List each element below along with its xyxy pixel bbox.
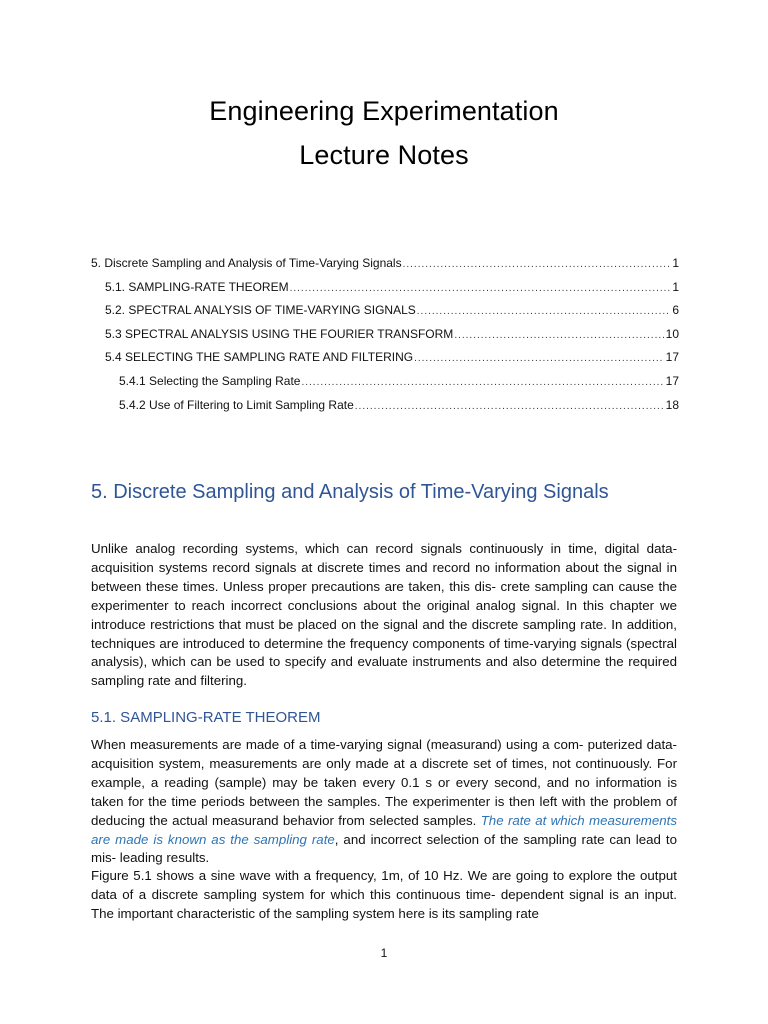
- toc-entry-page: 10: [665, 326, 679, 341]
- document-title: Engineering Experimentation: [209, 96, 559, 126]
- toc-entry[interactable]: [91, 397, 679, 421]
- toc-entry[interactable]: [91, 326, 679, 350]
- toc-leader-dots: [355, 399, 664, 415]
- subsection-heading: 5.1. SAMPLING-RATE THEOREM: [91, 709, 321, 726]
- toc-entry-page: 1: [672, 279, 679, 294]
- toc-leader-dots: [414, 351, 664, 367]
- body-paragraph-intro: Unlike analog recording systems, which can record signals continuously in time, digital data-acquisition systems record signals at discrete times and record no information about the signal in between these times. Unless proper precautions are taken, this dis- crete sampling can cause the experimenter to reach incorrect conclusions about the original analog signal. In this chapter we introduce restrictions that must be placed on the signal and the discrete sampling rate. In addition, techniques are introduced to determine the frequency components of time-varying signals (spectral analysis), which can be used to specify and evaluate instruments and also determine the required sampling rate and filtering.: [91, 541, 677, 689]
- toc-entry-page: 17: [665, 350, 679, 365]
- toc-leader-dots: [417, 304, 671, 320]
- body-paragraph-figure: Figure 5.1 shows a sine wave with a frequency, 1m, of 10 Hz. We are going to explore the output data of a discrete sampling system for which this continuous time- dependent signal is an input. The important characteristic of the sampling system here is its sampling rate: [91, 868, 677, 921]
- toc-entry-label: 5. Discrete Sampling and Analysis of Time-Varying Signals: [91, 256, 402, 270]
- toc-entry[interactable]: [91, 279, 679, 303]
- toc-entry[interactable]: [91, 373, 679, 397]
- document-subtitle: Lecture Notes: [299, 140, 469, 170]
- toc-entry[interactable]: [91, 255, 679, 279]
- toc-leader-dots: [454, 328, 663, 344]
- toc-entry-page: 1: [672, 256, 679, 270]
- page-number: 1: [380, 946, 388, 960]
- toc-entry-label: 5.4.2 Use of Filtering to Limit Sampling Rate: [119, 397, 354, 412]
- toc-entry-label: 5.4.1 Selecting the Sampling Rate: [119, 373, 301, 388]
- toc-entry-page: 18: [665, 397, 679, 412]
- toc-leader-dots: [301, 375, 663, 391]
- toc-entry-label: 5.3 SPECTRAL ANALYSIS USING THE FOURIER TRANSFORM: [105, 326, 454, 341]
- toc-entry[interactable]: [91, 302, 679, 326]
- paragraph-text: When measurements are made of a time-varying signal (measurand) using a com- puterized data-acquisition system, measurements are only made at a discrete set of times, not continuously. For example, a reading (sample) may be taken every 0.1 s or every second, and no information is taken for the time periods between the samples. The experimenter is then left with the problem of deducing the actual measurand behavior from selected samples.: [91, 737, 677, 828]
- emphasized-definition: The rate at which measurements are made is known as the sampling rate: [91, 812, 677, 847]
- table-of-contents: [91, 255, 679, 420]
- toc-entry[interactable]: [91, 349, 679, 373]
- toc-entry-label: 5.2. SPECTRAL ANALYSIS OF TIME-VARYING SIGNALS: [105, 303, 416, 318]
- toc-leader-dots: [403, 257, 671, 273]
- toc-leader-dots: [290, 281, 671, 297]
- body-paragraph-sampling: [91, 736, 677, 868]
- section-heading: 5. Discrete Sampling and Analysis of Time-Varying Signals: [91, 481, 609, 503]
- paragraph-text: , and incorrect selection of the sampling rate can lead to mis- leading results.: [91, 831, 677, 866]
- toc-entry-page: 6: [672, 303, 679, 318]
- toc-entry-page: 17: [665, 373, 679, 388]
- toc-entry-label: 5.1. SAMPLING-RATE THEOREM: [105, 279, 289, 294]
- toc-entry-label: 5.4 SELECTING THE SAMPLING RATE AND FILTERING: [105, 350, 414, 365]
